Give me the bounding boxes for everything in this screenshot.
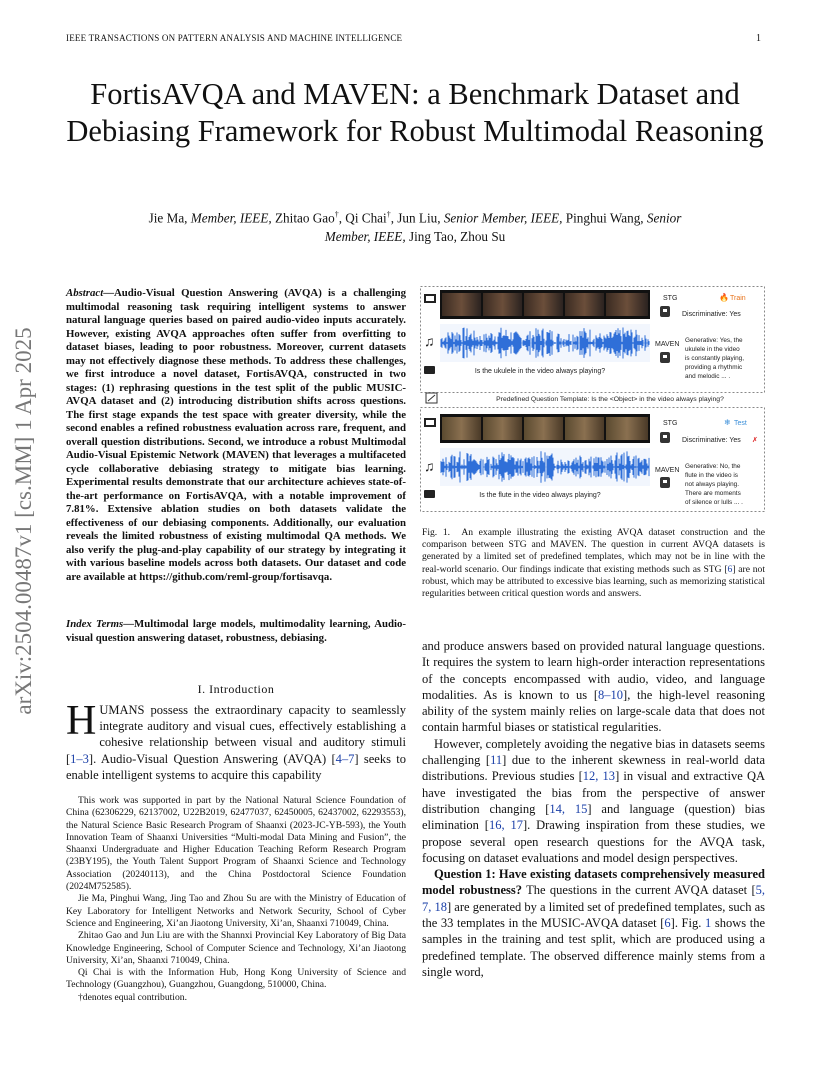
train-question: Is the ukulele in the video always playing?: [474, 368, 606, 375]
dropcap: H: [66, 698, 97, 744]
running-header: IEEE TRANSACTIONS ON PATTERN ANALYSIS AND MACHINE INTELLIGENCE: [66, 33, 403, 43]
author-list: Jie Ma, Member, IEEE, Zhitao Gao†, Qi Chai†, Jun Liu, Senior Member, IEEE, Pinghui Wang, Senior Member, IEEE, Jing Tao, Zhou Su: [148, 210, 682, 245]
citation-link[interactable]: 4–7: [335, 751, 355, 766]
edit-icon: [426, 393, 437, 403]
footnote: Jie Ma, Pinghui Wang, Jing Tao and Zhou Su are with the Ministry of Education of Key Laboratory for Intelligent Networks and Network Security, School of Cyber Science and Engineering, Xi’an Jiaotong University, Xi’an, Shaanxi 710049, China.: [66, 893, 406, 929]
intro-paragraph: HUMANS possess the extraordinary capacity to seamlessly integrate auditory and visual cues, effectively establishing a cohesive relationship between visual and auditory stimuli [1–3]. Audio-Visual Question Answering (AVQA) [4–7] seeks to enable intelligent systems to acquire this capability: [66, 698, 406, 782]
right-column-body: [422, 638, 765, 980]
film-icon: [424, 418, 436, 427]
wrong-mark-icon: ✗: [752, 436, 758, 444]
citation-link[interactable]: 11: [490, 753, 503, 768]
arxiv-stamp: arXiv:2504.00487v1 [cs.MM] 1 Apr 2025: [11, 327, 36, 715]
index-terms-label: Index Terms: [66, 618, 124, 630]
svg-text:♫: ♫: [424, 460, 435, 475]
model-icon: [660, 306, 670, 317]
fire-icon: 🔥: [719, 293, 729, 302]
figure-link[interactable]: 1: [704, 916, 712, 931]
train-discriminative: Discriminative: Yes: [682, 311, 741, 318]
citation-link[interactable]: 1–3: [70, 751, 89, 766]
svg-text:flute in the video is: flute in the video is: [685, 472, 738, 479]
svg-text:providing a rhythmic: providing a rhythmic: [685, 364, 743, 371]
abstract: Abstract—Audio-Visual Question Answering (AVQA) is a challenging multimodal reasoning task requiring intelligent systems to answer natural language queries based on paired audio-video inputs accurately. However, existing AVQA approaches often suffer from overfitting to dataset biases, leading to poor robustness. Moreover, current datasets may not effectively diagnose these methods. To address these challenges, we first introduce a novel dataset, FortisAVQA, constructed in two stages: (1) rephrasing questions in the test split of the public MUSIC-AVQA dataset and (2) introducing distribution shifts across questions. The first stage expands the test space with greater diversity, while the second enables a refined robustness evaluation across rare, frequent, and overall question distributions. Second, we introduce a robust Multimodal Audio-Visual Epistemic Network (MAVEN) that leverages a multifaceted cycle collaborative debiasing strategy to mitigate bias learning. Experimental results demonstrate that our architecture achieves state-of-the-art performance on FortisAVQA, with a notable improvement of 7.81%. Extensive ablation studies on both datasets validate the effectiveness of our debiasing components. Additionally, our evaluation reveals the limited robustness of existing multimodal QA methods. We also verify the plug-and-play capability of our strategy by integrating it with various baseline models across both datasets. Our dataset and code are available at https://github.com/reml-group/fortisavqa.: [66, 287, 406, 583]
test-generative: [685, 463, 743, 506]
footnote: †denotes equal contribution.: [78, 991, 187, 1003]
paper-title: FortisAVQA and MAVEN: a Benchmark Dataset and Debiasing Framework for Robust Multimodal Reasoning: [66, 77, 764, 148]
paragraph: and produce answers based on provided natural language questions. It requires the system to learn high-order interaction representations of the concepts encompassed with audio, video, and language modalities. As is known to us [8–10], the high-level reasoning ability of the system mainly relies on large-scale data that does not contain harmful biases or statistical regularities.: [422, 639, 765, 735]
test-discriminative: Discriminative: Yes: [682, 437, 741, 444]
citation-link[interactable]: 6: [727, 563, 733, 575]
svg-text:Generative: Yes, the: Generative: Yes, the: [685, 337, 743, 344]
paragraph: However, completely avoiding the negative bias in datasets seems challenging [11] due to the inherent skewness in real-world data distributions. Previous studies [12, 13] in visual and extractive QA have investigated the bias from the perspective of answer distribution changing [14, 15] and language (question) bias elimination [16, 17]. Drawing inspiration from these studies, we propose several open research questions for the AVQA task, focusing on dataset evaluations and model design perspectives.: [422, 736, 766, 865]
model-icon: [660, 477, 670, 488]
test-question: Is the flute in the video always playing?: [479, 492, 601, 499]
abstract-label: Abstract: [66, 287, 104, 299]
question-template: Predefined Question Template: Is the <Object> in the video always playing?: [496, 396, 724, 403]
snowflake-icon: ❄: [724, 418, 731, 427]
train-label: Train: [730, 295, 746, 302]
citation-link[interactable]: 6: [664, 916, 671, 931]
svg-text:There are moments: There are moments: [685, 490, 741, 497]
chat-icon: [424, 490, 435, 498]
figure-1: [420, 286, 765, 512]
svg-text:and melodic ... .: and melodic ... .: [685, 373, 731, 380]
svg-text:of silence or lulls ... .: of silence or lulls ... .: [685, 499, 743, 506]
maven-label-test: MAVEN: [655, 467, 680, 474]
svg-text:is constantly playing,: is constantly playing,: [685, 355, 744, 362]
music-note-icon: [424, 460, 435, 475]
video-strip-train: [440, 290, 650, 319]
citation-link[interactable]: 12, 13: [582, 769, 616, 784]
train-generative: [685, 337, 744, 380]
model-icon: [660, 352, 670, 363]
citation-link[interactable]: 8–10: [598, 687, 624, 702]
chat-icon: [424, 366, 435, 374]
citation-link[interactable]: 16, 17: [488, 818, 523, 833]
citation-link[interactable]: 5, 7, 18: [422, 883, 765, 914]
svg-text:not always playing.: not always playing.: [685, 481, 739, 488]
stg-label-test: STG: [663, 420, 678, 427]
figure-caption: Fig. 1. An example illustrating the existing AVQA dataset construction and the comparison between STG and MAVEN. The question in current AVQA datasets is generated by a limited set of predefined templates, which may not be in line with the real-world scenario. Our findings indicate that existing methods such as STG [6] are not robust, which may be attributed to excessive bias learning, such as memorizing statistical regularities between critical question words and answers.: [422, 527, 765, 600]
index-terms: Index Terms—Multimodal large models, multimodality learning, Audio-visual question answering dataset, robustness, debiasing.: [66, 618, 406, 644]
film-icon: [424, 294, 436, 303]
maven-label-train: MAVEN: [655, 341, 680, 348]
svg-text:♫: ♫: [424, 335, 435, 350]
test-label: Test: [734, 420, 747, 427]
footnote: Qi Chai is with the Information Hub, Hong Kong University of Science and Technology (Guangzhou), Guangzhou, Guangdong, 510000, China.: [66, 967, 406, 991]
svg-text:Generative: No, the: Generative: No, the: [685, 463, 741, 470]
paragraph: Question 1: Have existing datasets comprehensively measured model robustness? The questions in the current AVQA dataset [5, 7, 18] are generated by a limited set of predefined templates, such as the 33 templates in the MUSIC-AVQA dataset [6]. Fig. 1 shows the samples in the training and test split, which are produced using a predefined template. The observed difference mainly stems from a single word,: [422, 867, 765, 979]
footnotes: [66, 795, 406, 1004]
music-note-icon: [424, 335, 435, 350]
page-number: 1: [756, 33, 761, 44]
section-heading: I. Introduction: [197, 682, 275, 696]
stg-label-train: STG: [663, 295, 678, 302]
citation-link[interactable]: 14, 15: [549, 801, 588, 816]
footnote: This work was supported in part by the National Natural Science Foundation of China (62306229, 62137002, U22B2019, 62477037, 62450005, 62437002, 62293553), the Natural Science Basic Research Program of Shaanxi (2023-JC-YB-593), the Youth Innovation Team of Shaanxi Universities “Multi-modal Data Mining and Fusion”, the Shaanxi Undergraduate and Higher Education Teaching Reform Research Program (23BY195), the Youth Talent Support Program of Shaanxi Science and Technology Association (20240113), and the China Postdoctoral Science Foundation (2024M752585).: [66, 795, 406, 893]
video-strip-test: [440, 414, 650, 443]
footnote: Zhitao Gao and Jun Liu are with the Shannxi Provincial Key Laboratory of Big Data Knowledge Engineering, School of Computer Science and Technology, Xi’an Jiaotong University, Xi’an, Shaanxi 710049, China.: [66, 930, 406, 966]
model-icon: [660, 432, 670, 443]
svg-text:ukulele in the video: ukulele in the video: [685, 346, 740, 353]
